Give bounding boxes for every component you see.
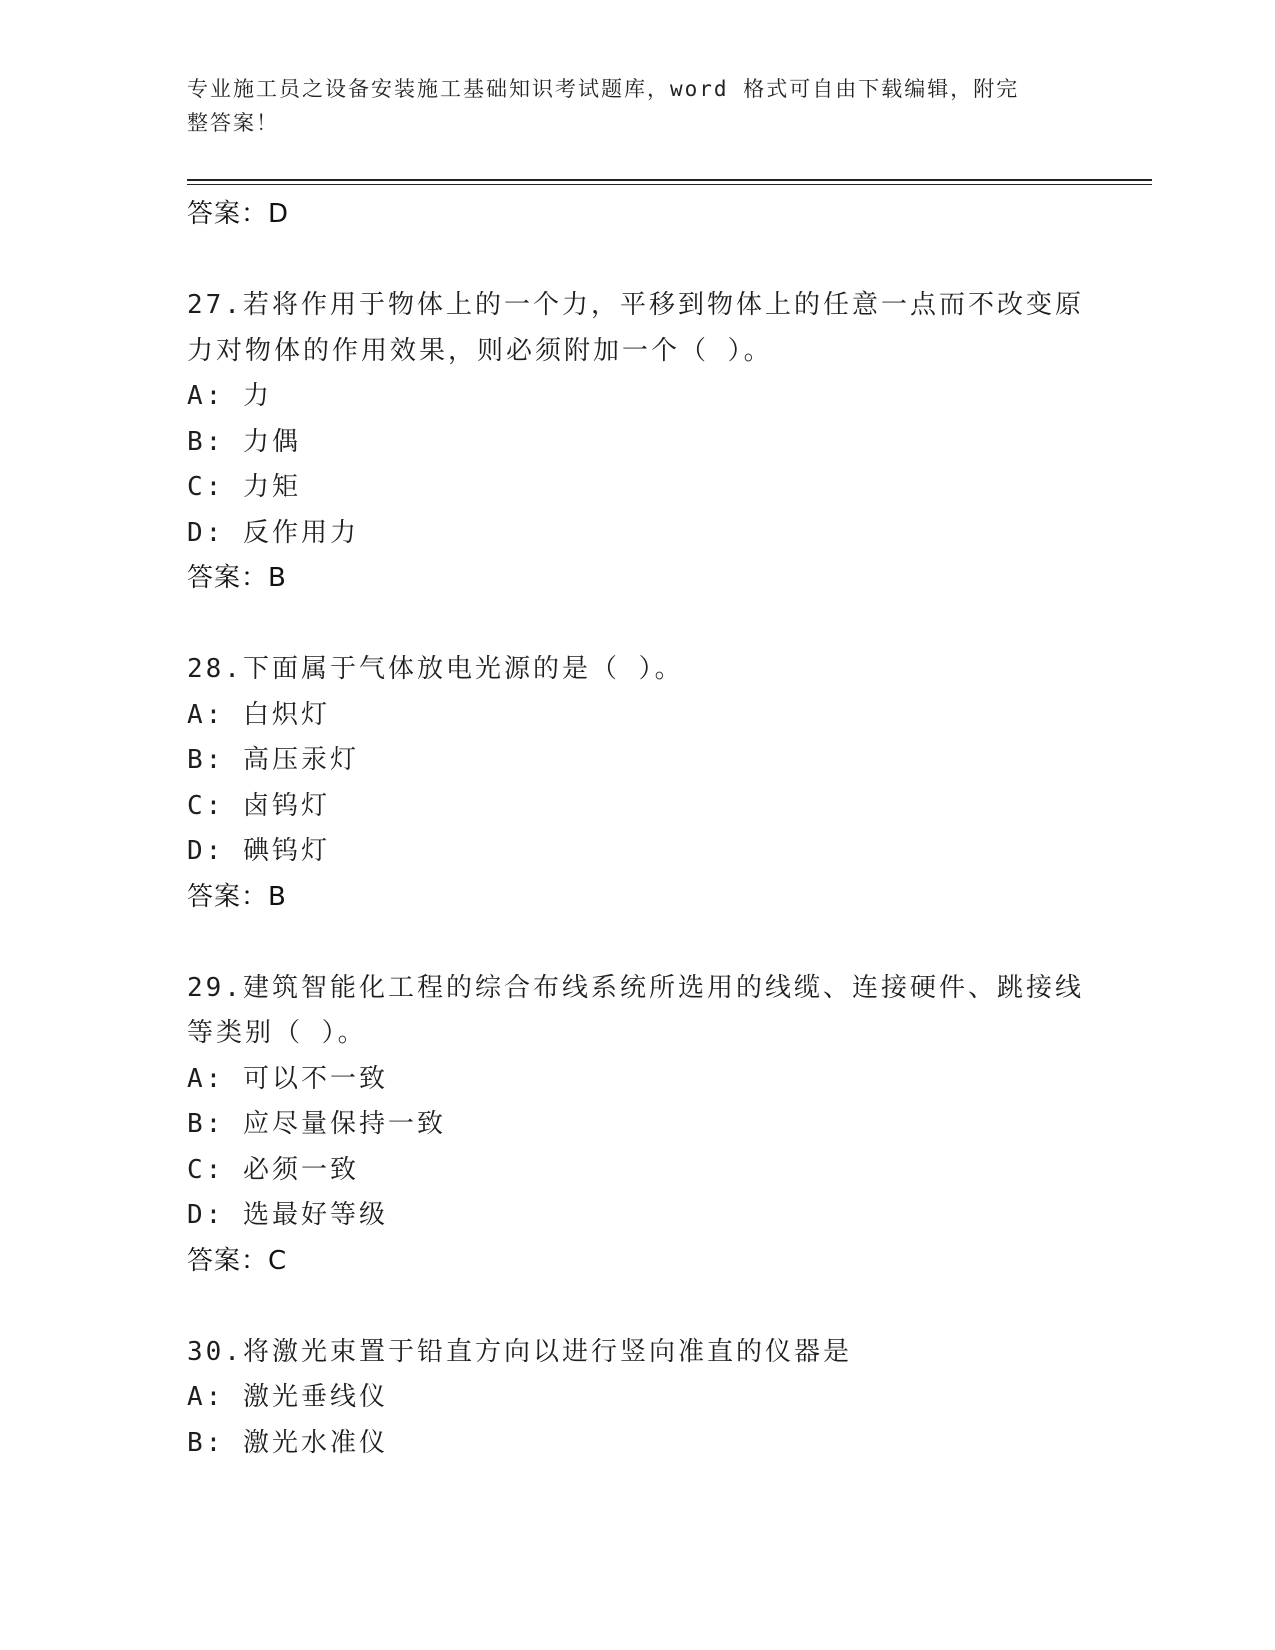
question-stem: 30.将激光束置于铅直方向以进行竖向准直的仪器是 bbox=[187, 1336, 852, 1367]
option-b: B: 应尽量保持一致 bbox=[187, 1109, 446, 1139]
answer-line: 答案：B bbox=[187, 563, 287, 593]
spacer bbox=[187, 920, 1087, 966]
spacer bbox=[187, 602, 1087, 648]
question-28 bbox=[187, 647, 1087, 920]
question-stem: 28.下面属于气体放电光源的是（ ）。 bbox=[187, 654, 684, 684]
option-a: A: 力 bbox=[187, 381, 272, 411]
question-27 bbox=[187, 283, 1087, 602]
answer-line: 答案：D bbox=[187, 199, 290, 229]
option-c: C: 必须一致 bbox=[187, 1154, 359, 1185]
option-c: C: 卤钨灯 bbox=[187, 790, 330, 821]
header-line-2: 整答案！ bbox=[187, 111, 279, 135]
document-header bbox=[187, 72, 1067, 140]
header-divider-thin bbox=[187, 184, 1152, 185]
option-a: A: 可以不一致 bbox=[187, 1063, 388, 1094]
question-stem: 29.建筑智能化工程的综合布线系统所选用的线缆、连接硬件、跳接线 bbox=[187, 972, 1084, 1003]
option-b: B: 高压汞灯 bbox=[187, 745, 359, 775]
option-d: D: 反作用力 bbox=[187, 517, 359, 548]
question-stem: 等类别（ ）。 bbox=[187, 1018, 367, 1048]
option-b: B: 力偶 bbox=[187, 426, 301, 457]
question-29 bbox=[187, 966, 1087, 1285]
question-stem: 力对物体的作用效果，则必须附加一个（ ）。 bbox=[187, 335, 773, 366]
document-body bbox=[187, 192, 1087, 1466]
header-divider-thick bbox=[187, 179, 1152, 181]
option-c: C: 力矩 bbox=[187, 472, 301, 502]
option-a: A: 激光垂线仪 bbox=[187, 1382, 388, 1412]
spacer bbox=[187, 1284, 1087, 1330]
option-b: B: 激光水准仪 bbox=[187, 1427, 388, 1458]
answer-line: 答案：C bbox=[187, 1245, 288, 1276]
option-a: A: 白炽灯 bbox=[187, 699, 330, 730]
header-line-1: 专业施工员之设备安装施工基础知识考试题库，word 格式可自由下载编辑，附完 bbox=[187, 77, 1020, 101]
spacer bbox=[187, 238, 1087, 284]
question-30 bbox=[187, 1330, 1087, 1467]
option-d: D: 碘钨灯 bbox=[187, 836, 330, 866]
answer-line: 答案：B bbox=[187, 881, 287, 912]
option-d: D: 选最好等级 bbox=[187, 1200, 388, 1230]
question-stem: 27.若将作用于物体上的一个力，平移到物体上的任意一点而不改变原 bbox=[187, 290, 1084, 320]
